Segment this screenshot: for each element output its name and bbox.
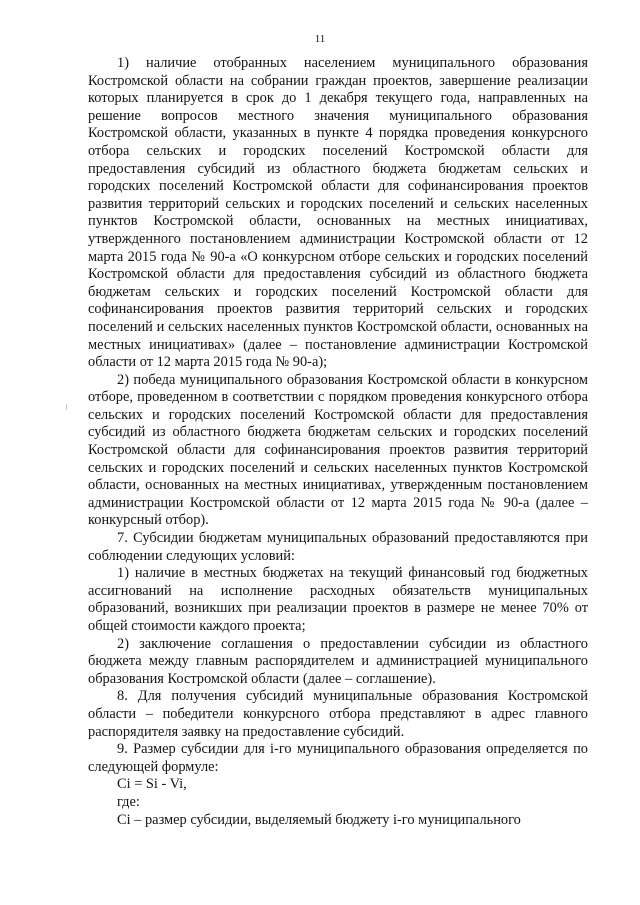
paragraph-clause-7-item-1: 1) наличие в местных бюджетах на текущий финансовый год бюджетных ассигнований на исполнение расходных обязательств муниципальных образований, возникших при реализации проектов в размере не менее 70% от общей стоимости каждого проекта; <box>88 565 588 634</box>
formula-where-label: где: <box>117 793 140 810</box>
document-body <box>88 55 588 829</box>
subsidy-formula: Ci = Si - Vi, <box>117 776 187 793</box>
paragraph-clause-7: 7. Субсидии бюджетам муниципальных образований предоставляются при соблюдении следующих условий: <box>88 530 588 564</box>
formula-definition: Ci – размер субсидии, выделяемый бюджету i-го муниципального <box>117 811 521 828</box>
page-number: 11 <box>314 33 326 45</box>
paragraph-condition-1: 1) наличие отобранных населением муниципального образования Костромской области на собрании граждан проектов, завершение реализации которых планируется в срок до 1 декабря текущего года, направленных на решение вопросов местного значения муниципального образования Костромской области, указанных в пункте 4 порядка проведения конкурсного отбора сельских и городских поселений Костромской области для предоставления субсидий из областного бюджета бюджетам сельских и городских поселений Костромской области для софинансирования проектов развития территорий сельских и городских поселений и сельских населенных пунктов Костромской области, основанных на местных инициативах, утвержденного постановлением администрации Костромской области от 12 марта 2015 года № 90-а «О конкурсном отборе сельских и городских поселений Костромской области для предоставления субсидий из областного бюджета бюджетам сельских и городских поселений Костромской области для софинансирования проектов развития территорий сельских и городских поселений и сельских населенных пунктов Костромской области, основанных на местных инициативах» (далее – постановление администрации Костромской области от 12 марта 2015 года № 90-а); <box>88 55 588 371</box>
paragraph-clause-7-item-2: 2) заключение соглашения о предоставлении субсидии из областного бюджета между главным распорядителем и администрацией муниципального образования Костромской области (далее – соглашение). <box>88 635 588 687</box>
paragraph-clause-8: 8. Для получения субсидий муниципальные образования Костромской области – победители конкурсного отбора представляют в адрес главного распорядителя заявку на предоставление субсидий. <box>88 688 588 740</box>
paragraph-condition-2: 2) победа муниципального образования Костромской области в конкурсном отборе, проведенном в соответствии с порядком проведения конкурсного отбора сельских и городских поселений Костромской области для предоставления субсидий из областного бюджета бюджетам сельских и городских поселений Костромской области для софинансирования проектов развития территорий сельских и городских поселений и сельских населенных пунктов Костромской области, основанных на местных инициативах, утвержденным постановлением администрации Костромской области от 12 марта 2015 года № 90-а (далее – конкурсный отбор). <box>88 371 588 529</box>
margin-mark <box>66 404 67 410</box>
paragraph-clause-9: 9. Размер субсидии для i-го муниципального образования определяется по следующей формуле: <box>88 741 588 775</box>
